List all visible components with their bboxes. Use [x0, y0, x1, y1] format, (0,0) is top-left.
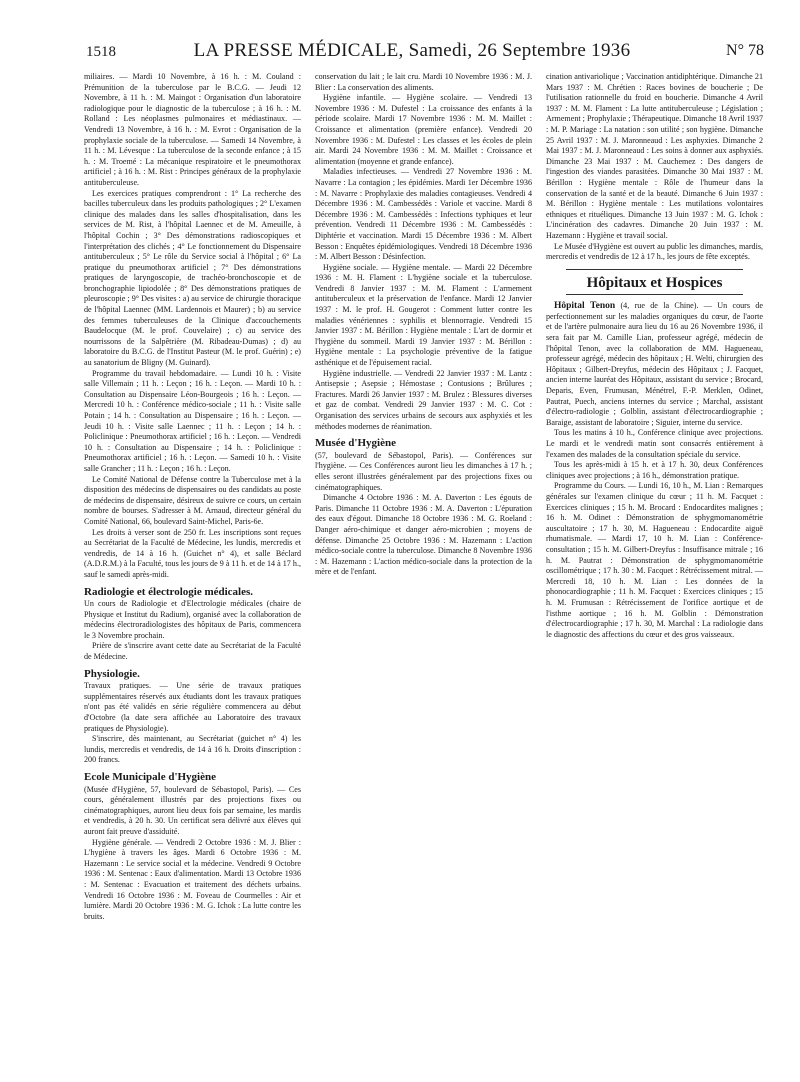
paragraph: Dimanche 4 Octobre 1936 : M. A. Daverton : Les égouts de Paris. Dimanche 11 Octobre 1936 : M. A. Daverton : L'épuration des eaux d'égout. Dimanche 18 Octobre 1936 : M. G. Roeland : Danger aéro-chimique et danger aéro-microbien ; moyens de défense. Dimanche 25 Octobre 1936 : M. Hazemann : L'action médico-sociale contre la tuberculose. Dimanche 8 Novembre 1936 : M. Hazemann : L'action médico-sociale dans la protection de la mère et de l'enfant. — [315, 493, 532, 577]
paragraph: Tous les matins à 10 h., Conférence clinique avec projections. Le mardi et le vendredi matin sont consacrés entièrement à l'examen des malades de la consultation spéciale du service. — [546, 428, 763, 459]
paragraph-text: (4, rue de la Chine). — Un cours de perfectionnement sur les maladies organiques du cœur, de l'aorte et de l'artère pulmonaire aura lieu du 16 au 26 Novembre 1936, il sera fait par M. Camille Lian, professeur agrégé, médecin de l'hôpital Tenon, avec la collaboration de MM. Hagueneau, professeur agrégé, médecin des hôpitaux ; H. Welti, chirurgien des Hôpitaux ; Gilbert-Dreyfus, médecin des Hôpitaux ; J. Facquet, ancien interne lauréat des Hôpitaux, assistant du service ; Brocard, Deparis, Even, Frumusan, Ménétrel, F.-P. Merklen, Odinet, Pautrat, Puech, anciens internes du service ; Marchal, assistant d'électro-radiologie ; Golblin, assistant d'électrocardiographie ; Baraige, assistant de laboratoire ; Siguier, interne du service. — [546, 301, 763, 427]
paragraph-with-heading — [546, 301, 763, 428]
paragraph: Hygiène infantile. — Hygiène scolaire. — Vendredi 13 Novembre 1936 : M. Dufestel : La croissance des enfants à la période scolaire. Mardi 17 Novembre 1936 : M. M. Maillet : Croissance et alimentation (première enfance). Vendredi 20 Novembre 1936 : M. Dufestel : Les classes et les écoles de plein air. Mardi 24 Novembre 1936 : M. M. Maillet : Croissance et alimentation (moyenne et grande enfance). — [315, 93, 532, 166]
paragraph: cination antivariolique ; Vaccination antidiphtérique. Dimanche 21 Mars 1937 : M. Chrétien : Races bovines de boucherie ; De l'utilisation rationnelle du froid en boucherie. Dimanche 4 Avril 1937 : M. M. Flament : La lutte antituberculeuse ; Législation ; Armement ; Prophylaxie ; Thérapeutique. Dimanche 18 Avril 1937 : M. P. Mariage : La natation : son utilité ; son hygiène. Dimanche 25 Avril 1937 : M. J. Maronneaud : Les asphyxies. Dimanche 2 Mai 1937 : M. J. Maronneaud : Les soins à donner aux asphyxiés. Dimanche 23 Mai 1937 : M. Cauchemez : Des dangers de l'ingestion des viandes parasitées. Dimanche 30 Mai 1937 : M. Bérillon : Hygiène mentale : Rôle de l'humeur dans la conservation de la santé et de la beauté. Dimanche 6 Juin 1937 : M. Bérillon : Hygiène mentale : Les mutilations volontaires ethniques et rituéliques. Dimanche 13 Juin 1937 : M. G. Ichok : L'incinération des cadavres. Dimanche 20 Juin 1937 : M. Hazemann : Hygiène et travail social. — [546, 72, 763, 240]
column-3 — [546, 72, 763, 1072]
section-heading: Ecole Municipale d'Hygiène — [84, 771, 216, 783]
paragraph: Tous les après-midi à 15 h. et à 17 h. 30, deux Conférences cliniques avec projections ; à 16 h., démonstration pratique. — [546, 460, 763, 480]
section-divider — [566, 269, 743, 270]
paragraph: Prière de s'inscrire avant cette date au Secrétariat de la Faculté de Médecine. — [84, 641, 301, 662]
section-heading: Musée d'Hygiène — [315, 437, 396, 450]
paragraph: Les droits à verser sont de 250 fr. Les inscriptions sont reçues au Secrétariat de la Faculté de Médecine, les lundis, mercredis et vendredis, de 14 à 16 h. (Guichet n° 4), et salle Béclard (A.D.R.M.) à la Faculté, tous les jours de 9 à 11 h. et de 14 à 17 h., sauf le samedi après-midi. — [84, 527, 301, 579]
column-2 — [315, 72, 532, 1072]
paragraph: (57, boulevard de Sébastopol, Paris). — Conférences sur l'hygiène. — Ces Conférences auront lieu les dimanches à 17 h. ; elles seront illustrées généralement par des projections fixes ou cinématographiques. — [315, 450, 532, 492]
major-section-heading: Hôpitaux et Hospices — [586, 274, 723, 291]
paragraph: Le Comité National de Défense contre la Tuberculose met à la disposition des médecins de dispensaires ou des candidats au poste de médecins de dispensaire, désireux de suivre ce cours, un certain nombre de bourses. S'adresser à M. Arnaud, directeur général du Comité National, 66, boulevard Saint-Michel, Paris-6e. — [84, 474, 301, 526]
inline-heading: Hôpital Tenon — [554, 301, 616, 312]
paragraph: Programme du travail hebdomadaire. — Lundi 10 h. : Visite salle Villemain ; 11 h. : Leçon ; 16 h. : Leçon. — Mardi 10 h. : Consultation au Dispensaire Léon-Bourgeois ; 16 h. : Leçon. — Mercredi 10 h. : Conférence médico-sociale ; 11 h. : Visite salle Potain ; 14 h. : Consultation au Dispensaire ; 16 h. : Leçon. — Jeudi 10 h. : Visite salle Laennec ; 11 h. : Leçon ; 14 h. : Policlinique : Pneumothorax artificiel ; 16 h. : Leçon. — Vendredi 10 h. : Consultation au Dispensaire ; 14 h. : Policlinique : Pneumothorax artificiel ; 16 h. : Leçon. — Samedi 10 h. : Visite salle Grancher ; 11 h. : Leçon ; 16 h. : Leçon. — [84, 368, 301, 473]
paragraph: Hygiène générale. — Vendredi 2 Octobre 1936 : M. J. Blier : L'hygiène à travers les âges. Mardi 6 Octobre 1936 : M. Hazemann : Le service social et la médecine. Vendredi 9 Octobre 1936 : M. Sentenac : Eaux d'alimentation. Mardi 13 Octobre 1936 : M. Sentenac : Evacuation et traitement des déchets urbains. Vendredi 16 Octobre 1936 : M. Foveau de Courmelles : Air et lumière. Mardi 20 Octobre 1936 : M. G. Ichok : La lutte contre les bruits. — [84, 837, 301, 921]
issue-number: N° 78 — [726, 42, 764, 59]
paragraph: Programme du Cours. — Lundi 16, 10 h., M. Lian : Remarques générales sur l'examen clinique du cœur ; 11 h. M. Facquet : Exercices cliniques ; 15 h. M. Brocard : Endocardites malignes ; 16 h. M. Odinet : Démonstration de sphygmomanométrie auscultatoire ; 17 h. 30, M. Hagueneau : Endocardite aiguë rhumatismale. — Mardi 17, 10 h. M. Lian : Conférence-consultation ; 15 h. M. Gilbert-Dreyfus : Insuffisance mitrale ; 16 h. M. Pautrat : Démonstration de sphygmomanométrie oscillométrique ; 17 h. 30 : M. Facquet : Rétrécissement mitral. — Mercredi 18, 10 h. M. Lian : Les données de la phonocardiographie ; 11 h. M. Facquet : Exercices cliniques ; 15 h. M. Frumusan : Rétrécissement de l'orifice aortique et de l'isthme aortique ; 16 h. M. Golblin : Démonstration d'électrocardiographie ; 17 h. 30, M. Marchal : La radiologie dans le diagnostic des affections du cœur et des gros vaisseaux. — [546, 481, 763, 639]
section-divider — [566, 294, 743, 295]
paragraph: (Musée d'Hygiène, 57, boulevard de Sébastopol, Paris). — Ces cours, généralement illustrés par des projections fixes ou cinématographiques, auront lieu deux fois par semaine, les mardis et vendredis, à 20 h. 30. Un certificat sera délivré aux élèves qui auront fait preuve d'assiduité. — [84, 784, 301, 836]
paragraph: miliaires. — Mardi 10 Novembre, à 16 h. : M. Couland : Prémunition de la tuberculose par le B.C.G. — Jeudi 12 Novembre, à 11 h. : M. Maingot : Organisation d'un laboratoire radiologique pour le diagnostic de la tuberculose ; à 16 h. : M. Rolland : Les néoplasmes pulmonaires et médiastinaux. — Vendredi 13 Novembre, à 16 h. : M. Evrot : Organisation de la prophylaxie sociale de la tuberculose. — Samedi 14 Novembre, à 11 h. : M. Lévesque : La tuberculose de la seconde enfance ; à 15 h. : M. Troemé : La mécanique respiratoire et le pneumothorax artificiel ; à 16 h. : M. Rist : Principes généraux de la prophylaxie antituberculeuse. — [84, 72, 301, 187]
section-heading: Physiologie. — [84, 667, 140, 680]
page-number: 1518 — [86, 44, 116, 60]
paragraph: Un cours de Radiologie et d'Electrologie médicales (chaire de Physique et Institut du Radium), organisé avec la collaboration de médecins électroradiologistes des hôpitaux de Paris, commencera le 3 Novembre prochain. — [84, 599, 301, 640]
paragraph: conservation du lait ; le lait cru. Mardi 10 Novembre 1936 : M. J. Blier : La conservation des aliments. — [315, 72, 532, 92]
column-1 — [84, 72, 301, 1072]
paragraph: S'inscrire, dès maintenant, au Secrétariat (guichet n° 4) les lundis, mercredis et vendredis, de 14 à 16 h. Droits d'inscription : 200 francs. — [84, 734, 301, 765]
text-columns — [84, 72, 764, 1072]
journal-title: LA PRESSE MÉDICALE, Samedi, 26 Septembre 1936 — [193, 40, 631, 61]
paragraph: Hygiène sociale. — Hygiène mentale. — Mardi 22 Décembre 1936 : M. H. Flament : L'hygiène sociale et la tuberculose. Vendredi 8 Janvier 1937 : M. M. Flament : L'armement antituberculeux et la préservation de l'enfance. Mardi 12 Janvier 1937 : M. le prof. H. Gougerot : Comment lutter contre les maladies vénériennes : syphilis et blennorragie. Vendredi 15 Janvier 1937 : M. Bérillon : Hygiène mentale : L'art de dormir et l'hygiène du sommeil. Mardi 19 Janvier 1937 : M. Bérillon : Hygiène mentale : La psychologie préventive de la fatigue asthénique et de l'épuisement racial. — [315, 262, 532, 368]
section-heading: Radiologie et électrologie médicales. — [84, 585, 254, 598]
paragraph: Hygiène industrielle. — Vendredi 22 Janvier 1937 : M. Lantz : Antisepsie ; Asepsie ; Hémostase ; Contusions ; Brûlures ; Fractures. Mardi 26 Janvier 1937 : M. Brulez : Blessures diverses et gaz de combat. Vendredi 29 Janvier 1937 : M. C. Cot : Organisation des services urbains de secours aux asphyxiés et les méthodes modernes de réanimation. — [315, 368, 532, 431]
paragraph: Maladies infectieuses. — Vendredi 27 Novembre 1936 : M. Navarre : La contagion ; les épidémies. Mardi 1er Décembre 1936 : M. Navarre : Prophylaxie des maladies contagieuses. Vendredi 4 Décembre 1936 : M. Cambessédès : Variole et vaccine. Mardi 8 Décembre 1936 : M. Cambessédès : Infections typhiques et leur prévention. Vendredi 11 Décembre 1936 : M. Cambessédès : Diphtérie et vaccination. Mardi 15 Décembre 1936 : M. Albert Besson : Enquêtes épidémiologiques. Vendredi 18 Décembre 1936 : M. Albert Besson : Désinfection. — [315, 167, 532, 262]
paragraph: Le Musée d'Hygiène est ouvert au public les dimanches, mardis, mercredis et vendredis de 12 à 17 h., les jours de fête exceptés. — [546, 241, 763, 262]
page-header — [60, 40, 764, 66]
paragraph: Travaux pratiques. — Une série de travaux pratiques supplémentaires réservés aux étudiants dont les travaux pratiques n'ont pas été validés en série régulière commencera au début d'Octobre (la date sera affichée au Laboratoire des travaux pratiques de Physiologie). — [84, 681, 301, 733]
paragraph: Les exercices pratiques comprendront : 1° La recherche des bacilles tuberculeux dans les produits pathologiques ; 2° L'examen clinique des malades dans les salles d'hospitalisation, dans les services de M. Rist, à l'hôpital Laennec et de M. Ameuille, à l'hôpital Cochin ; 3° Des démonstrations radioscopiques et l'interprétation des clichés ; 4° Le fonctionnement du Dispensaire antituberculeux ; 5° Le rôle du Service social à l'hôpital ; 6° La pratique du pneumothorax artificiel ; 7° Des démonstrations pratiques de laryngoscopie, de trachéo-bronchoscopie et de bronchographie lipiodolée ; 8° Des démonstrations pratiques de pleuroscopie ; 9° Des visites : a) au service de chirurgie thoracique de l'hôpital Laennec (MM. Lardennois et Maurer) ; b) au service des femmes tuberculeuses de la Clinique d'accouchements Baudelocque (M. le prof. Couvelaire) ; c) au service des nourrissons de la Salpêtrière (M. Ribadeau-Dumas) ; d) au laboratoire du B.C.G. de l'Institut Pasteur (M. le prof. Guérin) ; e) au sanatorium de Bligny (M. Guinard). — [84, 188, 301, 368]
